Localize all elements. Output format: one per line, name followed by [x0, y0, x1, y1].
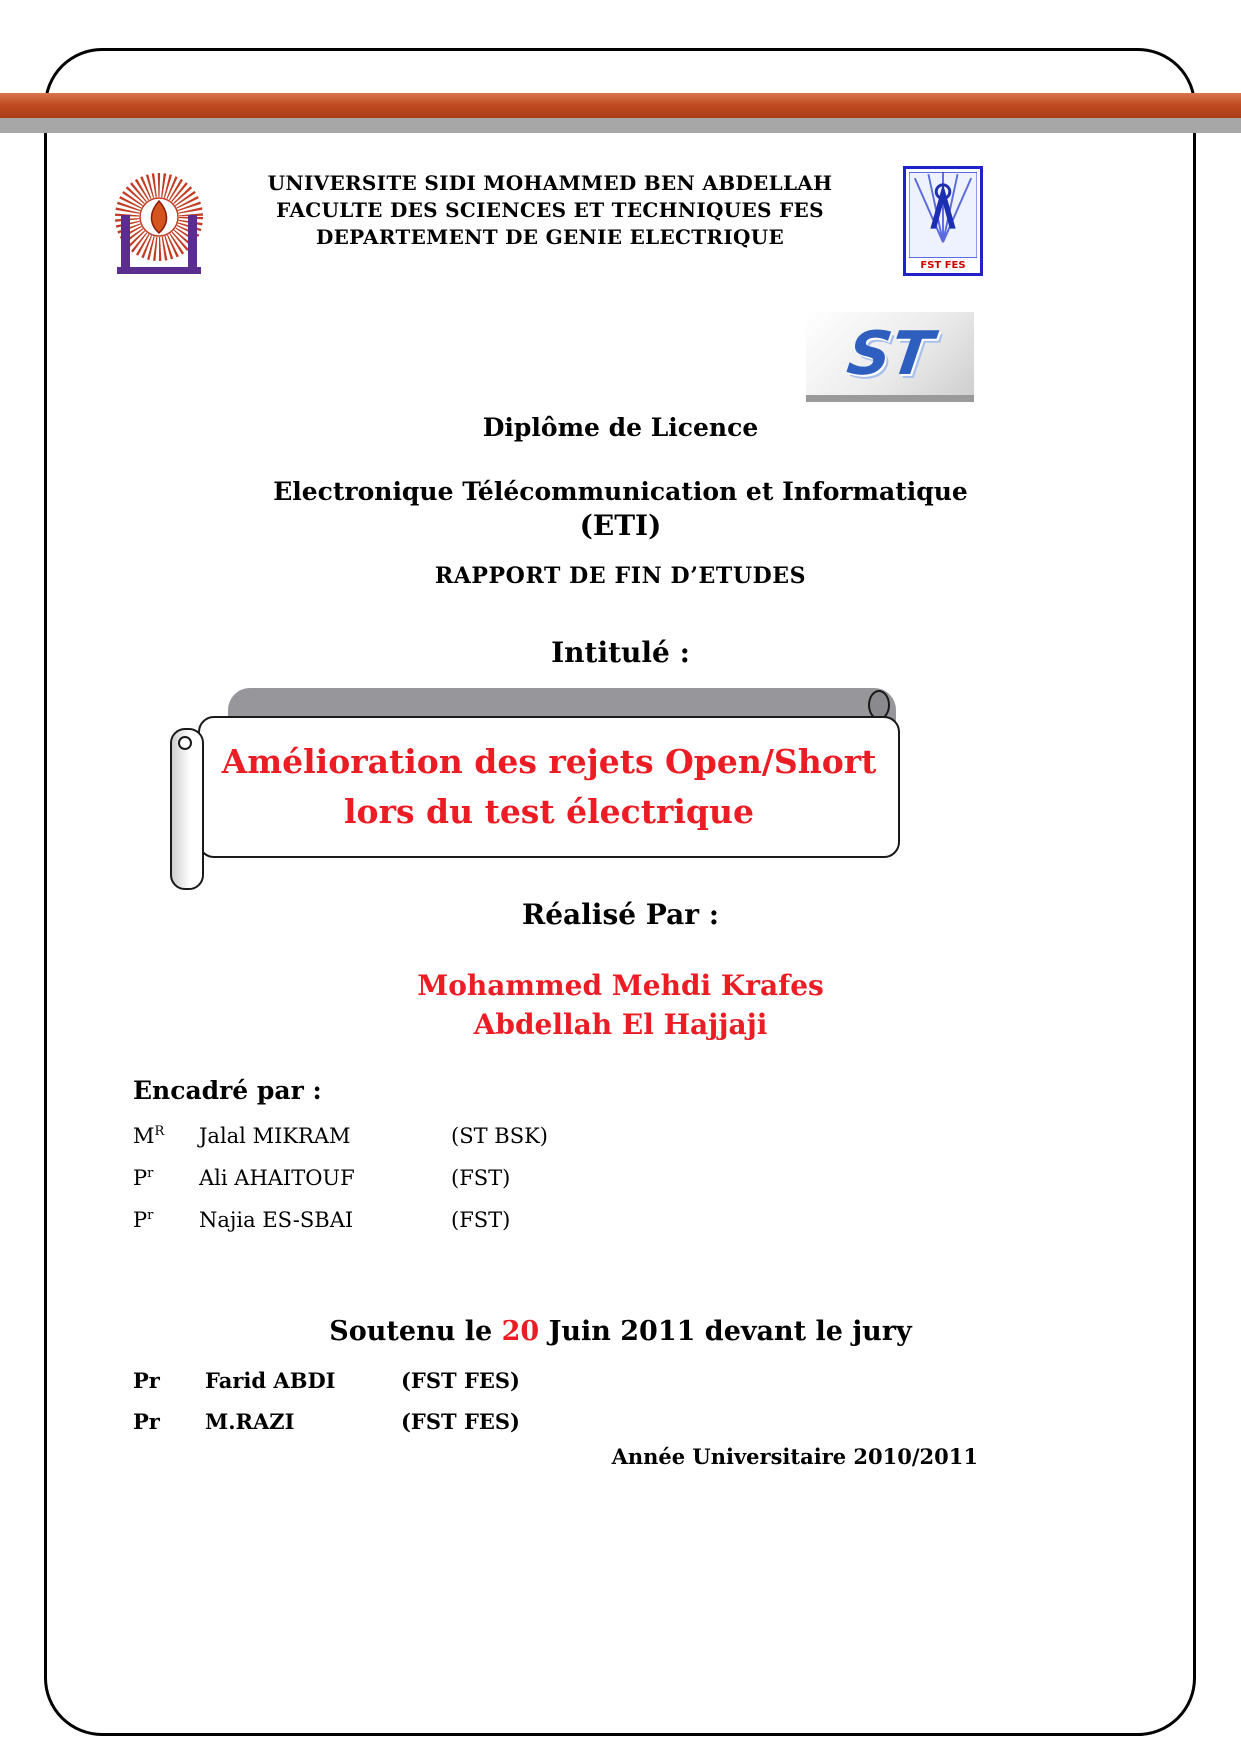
- supervisor-org: (ST BSK): [451, 1124, 548, 1148]
- banner-body: [198, 716, 900, 858]
- faculty-name: FACULTE DES SCIENCES ET TECHNIQUES FES: [276, 198, 824, 222]
- defense-prefix: Soutenu le: [329, 1316, 502, 1347]
- authors-block: [0, 966, 1241, 1044]
- supervisor-org: (FST): [451, 1166, 511, 1190]
- supervisors-list: [133, 1124, 693, 1250]
- program-line: Electronique Télécommunication et Informatique: [273, 477, 968, 506]
- encadre-label: Encadré par :: [133, 1076, 322, 1105]
- defense-date: 20: [501, 1316, 540, 1347]
- title-banner: [168, 688, 916, 903]
- supervisor-title: $M^R$: [133, 1124, 165, 1148]
- author-name: Abdellah El Hajjaji: [473, 1008, 768, 1041]
- intitule-label: Intitulé :: [551, 636, 690, 669]
- author-name: Mohammed Mehdi Krafes: [417, 969, 824, 1002]
- jury-list: [133, 1368, 693, 1450]
- supervisor-row: [133, 1124, 693, 1148]
- department-name: DEPARTEMENT DE GENIE ELECTRIQUE: [315, 225, 785, 249]
- realise-label: Réalisé Par :: [521, 898, 720, 931]
- fst-fes-logo-icon: [903, 166, 983, 276]
- supervisor-title: $P^r$: [133, 1208, 154, 1232]
- jury-org: (FST FES): [401, 1409, 520, 1434]
- jury-name: Farid ABDI: [205, 1368, 336, 1393]
- report-title-line2: lors du test électrique: [344, 792, 754, 831]
- university-name: UNIVERSITE SIDI MOHAMMED BEN ABDELLAH: [267, 171, 833, 195]
- program-abbr: (ETI): [579, 509, 662, 542]
- jury-row: [133, 1409, 693, 1434]
- st-logo-icon: [806, 312, 974, 402]
- accent-bar: [0, 93, 1241, 118]
- degree-line: Diplôme de Licence: [482, 413, 759, 442]
- fst-logo-caption: FST FES: [920, 260, 966, 271]
- supervisor-name: Najia ES-SBAI: [199, 1208, 354, 1232]
- jury-title: Pr: [133, 1368, 160, 1393]
- supervisor-name: Jalal MIKRAM: [199, 1124, 351, 1148]
- university-header: [230, 170, 870, 251]
- banner-left-roll: [170, 728, 204, 890]
- academic-year: Année Universitaire 2010/2011: [611, 1444, 978, 1469]
- jury-name: M.RAZI: [205, 1409, 295, 1434]
- defense-line: [0, 1316, 1241, 1347]
- supervisor-name: Ali AHAITOUF: [199, 1166, 355, 1190]
- university-emblem-icon: [113, 163, 205, 283]
- accent-bar-shadow: [0, 118, 1241, 133]
- supervisor-org: (FST): [451, 1208, 511, 1232]
- report-type: RAPPORT DE FIN D’ETUDES: [434, 563, 807, 589]
- report-title-line1: Amélioration des rejets Open/Short: [221, 742, 877, 781]
- supervisor-row: [133, 1166, 693, 1190]
- supervisor-row: [133, 1208, 693, 1232]
- jury-org: (FST FES): [401, 1368, 520, 1393]
- st-logo-text: ST: [843, 318, 937, 389]
- jury-title: Pr: [133, 1409, 160, 1434]
- defense-suffix: Juin 2011 devant le jury: [539, 1316, 912, 1347]
- jury-row: [133, 1368, 693, 1393]
- supervisor-title: $P^r$: [133, 1166, 154, 1190]
